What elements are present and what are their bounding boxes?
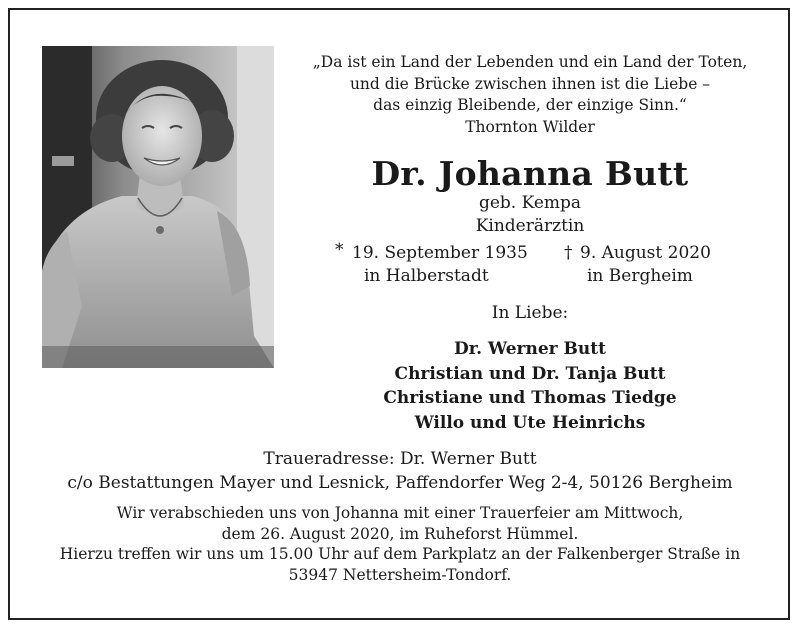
quote-block: [300, 52, 760, 138]
farewell-line: dem 26. August 2020, im Ruheforst Hümmel.: [221, 524, 579, 543]
profession: Kinderärztin: [475, 216, 585, 236]
mourners-list: [300, 337, 760, 435]
address-line: Traueradresse: Dr. Werner Butt: [263, 449, 537, 469]
death-symbol: †: [564, 243, 573, 263]
death-place: in Bergheim: [587, 266, 693, 286]
mourner-name: Christian und Dr. Tanja Butt: [394, 363, 666, 384]
birth-date: 19. September 1935: [352, 243, 528, 263]
farewell-line: Wir verabschieden uns von Johanna mit einer Trauerfeier am Mittwoch,: [116, 504, 684, 522]
death-date: 9. August 2020: [580, 243, 711, 263]
birth-place: in Halberstadt: [364, 266, 489, 286]
birth-symbol: *: [335, 240, 344, 260]
quote-line: „Da ist ein Land der Lebenden und ein Land der Toten,: [312, 53, 748, 71]
portrait-illustration: [42, 46, 274, 368]
mourner-name: Willo und Ute Heinrichs: [414, 412, 646, 433]
farewell-line: Hierzu treffen wir uns um 15.00 Uhr auf dem Parkplatz an der Falkenberger Straße in: [59, 545, 741, 563]
deceased-name: Dr. Johanna Butt: [371, 154, 689, 193]
quote-line: das einzig Bleibende, der einzige Sinn.“: [373, 96, 687, 114]
quote-author: Thornton Wilder: [465, 117, 595, 136]
birth-name: geb. Kempa: [478, 193, 582, 213]
mourning-address: [20, 447, 780, 495]
address-line: c/o Bestattungen Mayer und Lesnick, Paffendorfer Weg 2-4, 50126 Bergheim: [67, 473, 733, 493]
farewell-info: [20, 503, 780, 585]
mourner-name: Christiane und Thomas Tiedge: [383, 388, 677, 408]
portrait-photo: [42, 46, 274, 368]
in-love-heading: In Liebe:: [491, 303, 569, 323]
mourner-name: Dr. Werner Butt: [454, 339, 606, 359]
quote-line: und die Brücke zwischen ihnen ist die Liebe –: [349, 74, 711, 93]
farewell-line: 53947 Nettersheim-Tondorf.: [288, 565, 512, 584]
